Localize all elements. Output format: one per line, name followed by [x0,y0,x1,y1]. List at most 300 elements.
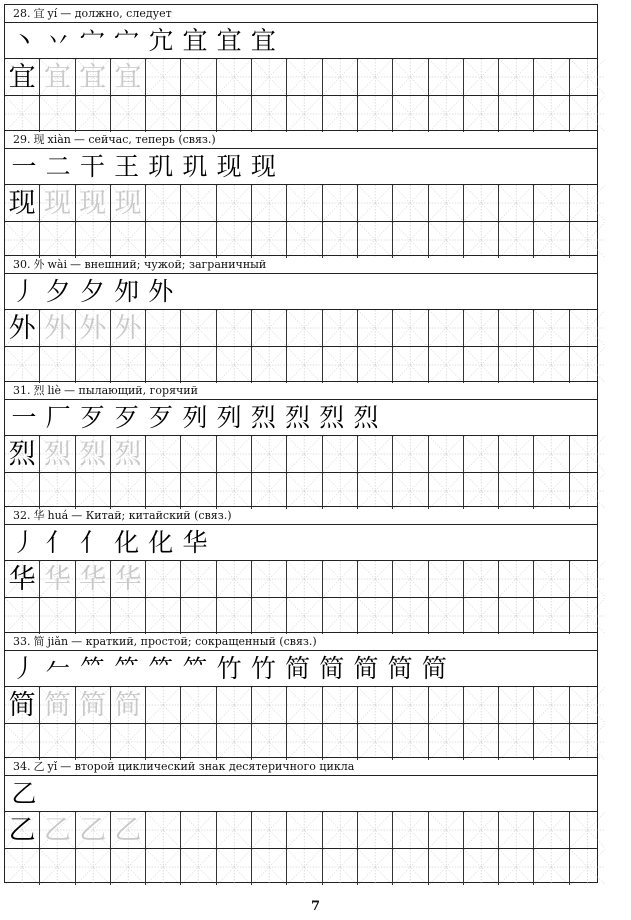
trace-character: 烈 [114,438,142,470]
practice-cell[interactable] [181,185,216,221]
practice-row [5,347,597,383]
entry-title [5,256,597,274]
practice-cell[interactable] [323,849,358,885]
guide-lines [181,310,215,346]
practice-cell[interactable] [146,96,181,132]
practice-cell[interactable] [76,598,111,634]
practice-cell[interactable] [5,347,40,383]
practice-cell[interactable] [146,59,181,95]
practice-cell[interactable] [217,812,252,848]
guide-lines [217,724,251,760]
practice-cell[interactable] [111,687,146,723]
practice-cell[interactable] [358,598,393,634]
trace-character: 乙 [43,815,71,846]
practice-cell[interactable] [358,812,393,848]
practice-cell[interactable] [570,59,605,95]
practice-cell[interactable] [217,185,252,221]
practice-cell[interactable] [217,724,252,760]
page-number: 7 [310,899,321,914]
practice-cell[interactable] [40,96,75,132]
practice-cell[interactable] [40,724,75,760]
practice-cell[interactable] [429,59,464,95]
entry-character: 外 [33,258,45,271]
practice-cell[interactable] [146,436,181,472]
guide-lines [146,310,180,346]
practice-cell[interactable] [429,724,464,760]
practice-cell[interactable] [464,96,499,132]
guide-lines [181,849,215,885]
practice-cell[interactable] [76,561,111,597]
practice-cell[interactable] [76,185,111,221]
guide-lines [570,724,605,760]
practice-cell[interactable] [287,812,322,848]
practice-cell[interactable] [464,561,499,597]
practice-cell[interactable] [217,598,252,634]
practice-cell[interactable] [323,598,358,634]
entry-number: 33. [13,634,31,648]
practice-row [5,724,597,760]
practice-cell[interactable] [146,473,181,509]
practice-cell[interactable] [5,222,40,258]
practice-cell[interactable] [287,473,322,509]
guide-lines [252,598,286,634]
practice-cell[interactable] [358,436,393,472]
guide-lines [217,598,251,634]
practice-cell[interactable] [111,222,146,258]
practice-cell[interactable] [5,59,40,95]
practice-cell[interactable] [393,724,428,760]
practice-cell[interactable] [499,724,534,760]
character-entry [4,255,598,381]
practice-cell[interactable] [287,222,322,258]
practice-cell[interactable] [252,561,287,597]
practice-cell[interactable] [429,222,464,258]
practice-cell[interactable] [76,59,111,95]
practice-cell[interactable] [181,59,216,95]
practice-cell[interactable] [111,598,146,634]
practice-cell[interactable] [287,849,322,885]
guide-lines [323,185,357,221]
practice-cell[interactable] [464,436,499,472]
practice-cell[interactable] [252,473,287,509]
stroke-step: 一 [11,151,37,181]
practice-cell[interactable] [358,687,393,723]
practice-cell[interactable] [534,96,569,132]
guide-lines [429,473,463,509]
practice-cell[interactable] [393,473,428,509]
practice-cell[interactable] [393,436,428,472]
practice-cell[interactable] [499,436,534,472]
practice-cell[interactable] [534,222,569,258]
trace-character: 华 [79,564,107,595]
practice-cell[interactable] [570,849,605,885]
practice-cell[interactable] [5,812,40,848]
practice-cell[interactable] [181,310,216,346]
stroke-step: 简 [285,653,311,683]
practice-cell[interactable] [181,724,216,760]
practice-cell[interactable] [76,812,111,848]
practice-cell[interactable] [111,185,146,221]
practice-cell[interactable] [429,561,464,597]
practice-cell[interactable] [76,347,111,383]
guide-lines [252,347,286,383]
practice-cell[interactable] [76,96,111,132]
practice-cell[interactable] [40,222,75,258]
guide-lines [217,185,251,221]
practice-cell[interactable] [76,310,111,346]
practice-cell[interactable] [464,812,499,848]
practice-cell[interactable] [570,347,605,383]
guide-lines [181,185,215,221]
trace-character: 宜 [114,62,142,93]
guide-lines [393,436,427,472]
practice-cell[interactable] [287,59,322,95]
practice-cell[interactable] [570,724,605,760]
practice-cell[interactable] [570,561,605,597]
stroke-step: 歹 [114,402,140,432]
stroke-step: 化 [114,528,140,557]
practice-cell[interactable] [429,96,464,132]
practice-cell[interactable] [464,473,499,509]
practice-cell[interactable] [252,812,287,848]
practice-cell[interactable] [76,724,111,760]
practice-cell[interactable] [358,310,393,346]
practice-cell[interactable] [217,473,252,509]
practice-cell[interactable] [252,436,287,472]
practice-cell[interactable] [76,849,111,885]
practice-cell[interactable] [76,436,111,472]
practice-cell[interactable] [111,436,146,472]
practice-cell[interactable] [252,347,287,383]
guide-lines [252,724,286,760]
practice-cell[interactable] [5,310,40,346]
practice-cell[interactable] [181,347,216,383]
practice-cell[interactable] [40,59,75,95]
practice-cell[interactable] [111,59,146,95]
practice-cell[interactable] [534,812,569,848]
practice-cell[interactable] [252,687,287,723]
stroke-step: 干 [79,151,105,181]
practice-cell[interactable] [252,598,287,634]
practice-cell[interactable] [181,436,216,472]
practice-cell[interactable] [570,222,605,258]
practice-cell[interactable] [358,347,393,383]
practice-cell[interactable] [323,724,358,760]
practice-cell[interactable] [146,687,181,723]
guide-lines [429,561,463,597]
practice-cell[interactable] [464,185,499,221]
stroke-step: ⺮ [79,653,105,683]
stroke-step: 丿 [11,277,37,306]
practice-cell[interactable] [393,59,428,95]
practice-cell[interactable] [287,96,322,132]
practice-cell[interactable] [217,849,252,885]
practice-cell[interactable] [570,812,605,848]
practice-cell[interactable] [40,849,75,885]
practice-cell[interactable] [40,436,75,472]
practice-cell[interactable] [146,222,181,258]
practice-cell[interactable] [111,812,146,848]
practice-cell[interactable] [5,436,40,472]
practice-cell[interactable] [146,849,181,885]
practice-cell[interactable] [146,347,181,383]
practice-cell[interactable] [534,59,569,95]
guide-lines [534,849,568,885]
practice-cell[interactable] [287,687,322,723]
practice-cell[interactable] [534,561,569,597]
practice-cell[interactable] [40,310,75,346]
practice-cell[interactable] [287,310,322,346]
practice-cell[interactable] [323,222,358,258]
practice-cell[interactable] [146,310,181,346]
practice-cell[interactable] [217,59,252,95]
practice-cell[interactable] [40,561,75,597]
practice-cell[interactable] [499,598,534,634]
practice-cell[interactable] [323,561,358,597]
practice-cell[interactable] [570,310,605,346]
practice-cell[interactable] [358,724,393,760]
practice-cell[interactable] [499,222,534,258]
practice-cell[interactable] [570,96,605,132]
practice-cell[interactable] [323,310,358,346]
stroke-step: 简 [421,653,447,683]
practice-cell[interactable] [464,687,499,723]
stroke-step: ⺮ [114,653,140,683]
stroke-step: 简 [387,653,413,683]
practice-cell[interactable] [464,598,499,634]
practice-cell[interactable] [111,849,146,885]
practice-cell[interactable] [358,473,393,509]
guide-lines [429,436,463,472]
character-entry [4,632,598,758]
guide-lines [393,724,427,760]
practice-cell[interactable] [181,687,216,723]
practice-cell[interactable] [570,473,605,509]
practice-cell[interactable] [464,59,499,95]
practice-cell[interactable] [499,849,534,885]
practice-cell[interactable] [323,185,358,221]
practice-cell[interactable] [499,310,534,346]
practice-cell[interactable] [252,849,287,885]
stroke-order-row [5,149,597,185]
practice-cell[interactable] [111,96,146,132]
practice-cell[interactable] [5,473,40,509]
guide-lines [217,96,251,132]
practice-cell[interactable] [217,347,252,383]
practice-cell[interactable] [429,310,464,346]
guide-lines [393,222,427,258]
practice-cell[interactable] [146,724,181,760]
practice-cell[interactable] [429,185,464,221]
practice-cell[interactable] [111,724,146,760]
practice-cell[interactable] [181,812,216,848]
practice-cell[interactable] [393,96,428,132]
practice-cell[interactable] [570,436,605,472]
practice-cell[interactable] [534,687,569,723]
practice-cell[interactable] [181,598,216,634]
entry-title [5,5,597,23]
practice-cell[interactable] [358,222,393,258]
practice-cell[interactable] [5,561,40,597]
practice-cell[interactable] [499,347,534,383]
practice-cell[interactable] [287,185,322,221]
practice-cell[interactable] [393,598,428,634]
practice-cell[interactable] [499,96,534,132]
practice-cell[interactable] [393,561,428,597]
practice-cell[interactable] [393,222,428,258]
practice-cell[interactable] [429,812,464,848]
practice-cell[interactable] [5,185,40,221]
practice-cell[interactable] [393,687,428,723]
practice-cell[interactable] [252,96,287,132]
practice-cell[interactable] [217,310,252,346]
practice-cell[interactable] [111,310,146,346]
practice-cell[interactable] [429,687,464,723]
practice-cell[interactable] [323,347,358,383]
practice-cell[interactable] [40,598,75,634]
practice-cell[interactable] [393,310,428,346]
practice-cell[interactable] [252,222,287,258]
practice-cell[interactable] [464,222,499,258]
stroke-step: 宀 [114,26,140,55]
practice-cell[interactable] [429,598,464,634]
practice-cell[interactable] [252,724,287,760]
practice-cell[interactable] [181,473,216,509]
practice-cell[interactable] [429,347,464,383]
guide-lines [323,436,357,472]
practice-cell[interactable] [323,436,358,472]
guide-lines [393,598,427,634]
practice-cell[interactable] [358,849,393,885]
practice-cell[interactable] [499,473,534,509]
practice-cell[interactable] [358,96,393,132]
practice-cell[interactable] [464,849,499,885]
practice-cell[interactable] [40,812,75,848]
guide-lines [323,724,357,760]
practice-cell[interactable] [393,347,428,383]
guide-lines [570,436,605,472]
practice-cell[interactable] [287,561,322,597]
practice-cell[interactable] [40,347,75,383]
practice-cell[interactable] [323,59,358,95]
entry-number: 28. [13,7,31,20]
practice-cell[interactable] [287,724,322,760]
practice-cell[interactable] [40,687,75,723]
practice-cell[interactable] [358,59,393,95]
practice-cell[interactable] [111,561,146,597]
practice-cell[interactable] [146,185,181,221]
practice-cell[interactable] [252,310,287,346]
practice-cell[interactable] [181,222,216,258]
guide-lines [217,849,251,885]
practice-cell[interactable] [358,185,393,221]
guide-lines [217,561,251,597]
practice-cell[interactable] [181,561,216,597]
practice-cell[interactable] [5,96,40,132]
practice-cell[interactable] [40,185,75,221]
practice-cell[interactable] [429,436,464,472]
practice-cell[interactable] [534,347,569,383]
practice-cell[interactable] [76,687,111,723]
practice-cell[interactable] [76,473,111,509]
practice-cell[interactable] [5,687,40,723]
practice-cell[interactable] [534,849,569,885]
practice-cell[interactable] [217,561,252,597]
practice-cell[interactable] [217,687,252,723]
practice-cell[interactable] [464,347,499,383]
practice-cell[interactable] [393,849,428,885]
guide-lines [287,687,321,723]
practice-cell[interactable] [464,310,499,346]
practice-cell[interactable] [429,473,464,509]
practice-cell[interactable] [252,185,287,221]
guide-lines [287,185,321,221]
practice-cell[interactable] [570,687,605,723]
practice-cell[interactable] [287,347,322,383]
practice-cell[interactable] [217,436,252,472]
practice-cell[interactable] [287,598,322,634]
guide-lines [534,59,568,95]
practice-cell[interactable] [499,687,534,723]
guide-lines [287,598,321,634]
practice-cell[interactable] [5,724,40,760]
practice-cell[interactable] [499,561,534,597]
practice-cell[interactable] [146,598,181,634]
guide-lines [393,347,427,383]
practice-cell[interactable] [40,473,75,509]
practice-cell[interactable] [323,687,358,723]
entry-title [5,633,597,651]
practice-cell[interactable] [5,849,40,885]
practice-cell[interactable] [358,561,393,597]
practice-cell[interactable] [76,222,111,258]
stroke-order-row [5,525,597,561]
guide-lines [146,222,180,258]
practice-cell[interactable] [111,473,146,509]
practice-cell[interactable] [499,812,534,848]
practice-cell[interactable] [570,185,605,221]
practice-cell[interactable] [534,598,569,634]
practice-cell[interactable] [181,96,216,132]
practice-cell[interactable] [146,812,181,848]
practice-cell[interactable] [287,436,322,472]
practice-cell[interactable] [393,812,428,848]
practice-cell[interactable] [217,96,252,132]
guide-lines [76,473,110,509]
stroke-step: 二 [45,151,71,181]
practice-cell[interactable] [534,185,569,221]
practice-cell[interactable] [499,59,534,95]
practice-cell[interactable] [252,59,287,95]
practice-cell[interactable] [534,724,569,760]
practice-cell[interactable] [464,724,499,760]
practice-cell[interactable] [534,436,569,472]
practice-cell[interactable] [323,473,358,509]
practice-cell[interactable] [111,347,146,383]
practice-cell[interactable] [5,598,40,634]
practice-cell[interactable] [146,561,181,597]
practice-cell[interactable] [181,849,216,885]
practice-cell[interactable] [393,185,428,221]
practice-cell[interactable] [534,473,569,509]
practice-cell[interactable] [323,96,358,132]
practice-cell[interactable] [217,222,252,258]
practice-cell[interactable] [323,812,358,848]
practice-cell[interactable] [499,185,534,221]
practice-cell[interactable] [534,310,569,346]
practice-cell[interactable] [429,849,464,885]
practice-cell[interactable] [570,598,605,634]
